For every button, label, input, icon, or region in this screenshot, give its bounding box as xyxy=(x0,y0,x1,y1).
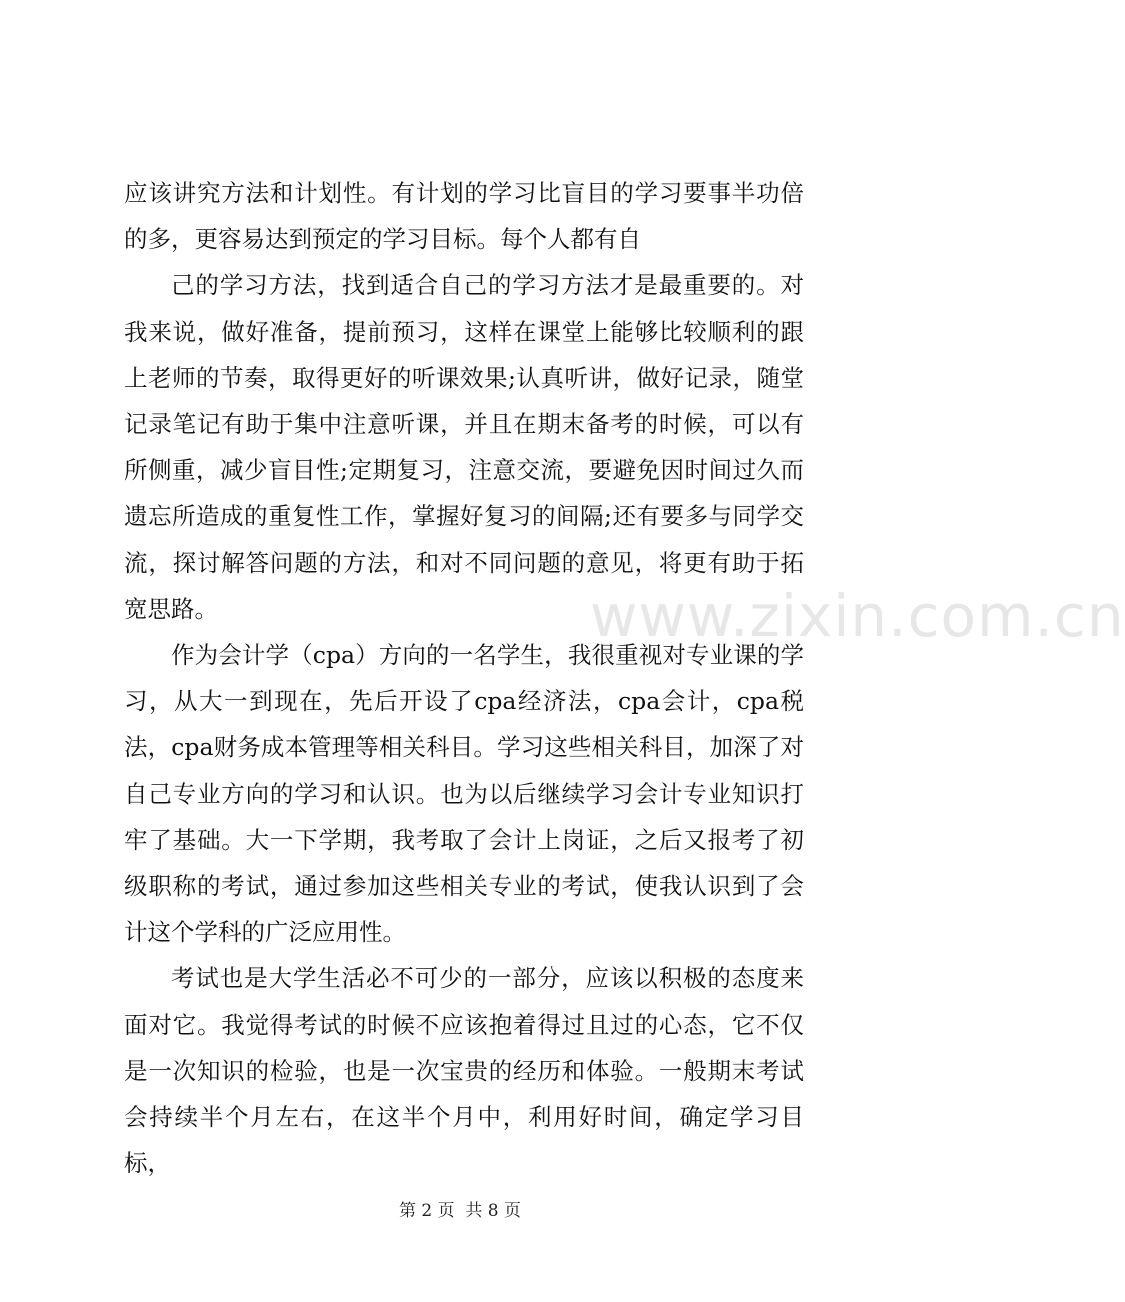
paragraph-3: 作为会计学（cpa）方向的一名学生，我很重视对专业课的学习，从大一到现在，先后开设了cpa经济法，cpa会计，cpa税法，cpa财务成本管理等相关科目。学习这些相关科目，加深了对自己专业方向的学习和认识。也为以后继续学习会计专业知识打牢了基础。大一下学期，我考取了会计上岗证，之后又报考了初级职称的考试，通过参加这些相关专业的考试，使我认识到了会计这个学科的广泛应用性。 xyxy=(124,641,804,947)
watermark: www.zixin.com.cn xyxy=(590,582,1125,650)
body-text xyxy=(124,170,804,1186)
paragraph-1: 应该讲究方法和计划性。有计划的学习比盲目的学习要事半功倍的多，更容易达到预定的学习目标。每个人都有自 xyxy=(124,179,804,254)
paragraph-4: 考试也是大学生活必不可少的一部分，应该以积极的态度来面对它。我觉得考试的时候不应该抱着得过且过的心态，它不仅是一次知识的检验，也是一次宝贵的经历和体验。一般期末考试会持续半个月左右，在这半个月中，利用好时间，确定学习目标， xyxy=(124,964,804,1178)
paragraph-2: 己的学习方法，找到适合自己的学习方法才是最重要的。对我来说，做好准备，提前预习，这样在课堂上能够比较顺利的跟上老师的节奏，取得更好的听课效果;认真听讲，做好记录，随堂记录笔记有助于集中注意听课，并且在期末备考的时候，可以有所侧重，减少盲目性;定期复习，注意交流，要避免因时间过久而遗忘所造成的重复性工作，掌握好复习的间隔;还有要多与同学交流，探讨解答问题的方法，和对不同问题的意见，将更有助于拓宽思路。 xyxy=(124,271,804,623)
page-footer: 第 2 页 共 8 页 xyxy=(398,1201,522,1221)
